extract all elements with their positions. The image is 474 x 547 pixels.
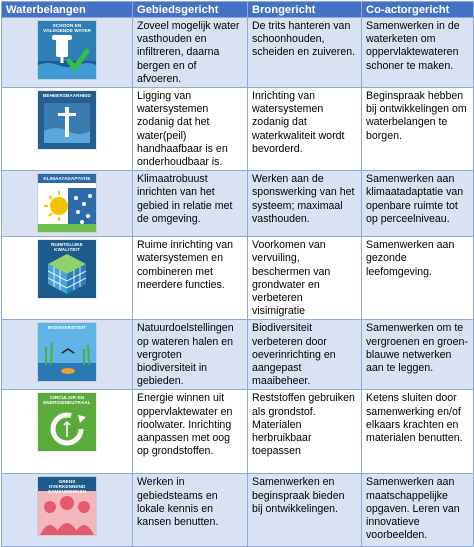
header-waterbelangen: Waterbelangen — [2, 2, 133, 18]
biodiversity-icon: BIODIVERSITEIT — [38, 323, 96, 381]
table-row — [2, 88, 474, 171]
header-brongericht: Brongericht — [248, 2, 362, 18]
table-row — [2, 18, 474, 88]
co-actorgericht-cell: Samenwerken om te vergroenen en groen- blauwe netwerken aan te leggen. — [362, 320, 474, 390]
cross-border-collaboration-icon: GRENS OVERKENNEND SAMENWERKEN — [38, 477, 96, 535]
co-actorgericht-cell: Samenwerken aan klimaatadaptatie van openbare ruimte tot op perceelniveau. — [362, 171, 474, 237]
icon-cell — [2, 320, 133, 390]
gebiedsgericht-cell: Werken in gebiedsteams en lokale kennis en kansen benutten. — [133, 474, 248, 547]
table-row — [2, 237, 474, 320]
header-gebiedsgericht: Gebiedsgericht — [133, 2, 248, 18]
brongericht-cell: Samenwerken en beginspraak bieden bij ontwikkelingen. — [248, 474, 362, 547]
header-co-actorgericht: Co-actorgericht — [362, 2, 474, 18]
manageability-icon: BEHEERSBAARHEID — [38, 91, 96, 149]
co-actorgericht-cell: Samenwerken in de waterketen om oppervlaktewateren schoner te maken. — [362, 18, 474, 88]
gebiedsgericht-cell: Zoveel mogelijk water vasthouden en infiltreren, daarna bergen en of afvoeren. — [133, 18, 248, 88]
brongericht-cell: De trits hanteren van schoonhouden, scheiden en zuiveren. — [248, 18, 362, 88]
table-row — [2, 474, 474, 547]
table-row — [2, 320, 474, 390]
gebiedsgericht-cell: Ruime inrichting van watersystemen en combineren met meerdere functies. — [133, 237, 248, 320]
gebiedsgericht-cell: Ligging van watersystemen zodanig dat het water(peil) handhaafbaar is en onderhoudbaar is. — [133, 88, 248, 171]
gebiedsgericht-cell: Natuurdoelstellingen op wateren halen en vergroten biodiversiteit in gebieden. — [133, 320, 248, 390]
co-actorgericht-cell: Beginspraak hebben bij ontwikkelingen om waterbelangen te borgen. — [362, 88, 474, 171]
co-actorgericht-cell: Samenwerken aan maatschappelijke opgaven. Leren van innovatieve voorbeelden. — [362, 474, 474, 547]
icon-cell — [2, 237, 133, 320]
gebiedsgericht-cell: Klimaatrobuust inrichten van het gebied in relatie met de omgeving. — [133, 171, 248, 237]
circular-energy-icon: CIRCULAIR EN ENERGIENEUTRAAL — [38, 393, 96, 451]
icon-cell — [2, 18, 133, 88]
header-row — [2, 2, 474, 18]
brongericht-cell: Biodiversiteit verbeteren door oeverinrichting en aangepast maaibeheer. — [248, 320, 362, 390]
table-row — [2, 171, 474, 237]
brongericht-cell: Inrichting van watersystemen zodanig dat waterkwaliteit wordt bevorderd. — [248, 88, 362, 171]
brongericht-cell: Reststoffen gebruiken als grondstof. Materialen herbruikbaar toepassen — [248, 390, 362, 474]
icon-cell — [2, 474, 133, 547]
icon-cell — [2, 88, 133, 171]
table-row — [2, 390, 474, 474]
co-actorgericht-cell: Samenwerken aan gezonde leefomgeving. — [362, 237, 474, 320]
icon-cell — [2, 171, 133, 237]
co-actorgericht-cell: Ketens sluiten door samenwerking en/of elkaars krachten en materialen benutten. — [362, 390, 474, 474]
gebiedsgericht-cell: Energie winnen uit oppervlaktewater en rioolwater. Inrichting aanpassen met oog op grondstoffen. — [133, 390, 248, 474]
waterbelangen-table — [1, 1, 474, 547]
climate-adaptation-icon: KLIMAATADAPTATIE — [38, 174, 96, 232]
brongericht-cell: Werken aan de sponswerking van het systeem; maximaal vasthouden. — [248, 171, 362, 237]
spatial-quality-cube-icon: RUIMTELIJKE KWALITEIT — [38, 240, 96, 298]
brongericht-cell: Voorkomen van vervuiling, beschermen van grondwater en verbeteren visimigratie — [248, 237, 362, 320]
water-tap-checkmark-icon: SCHOON EN VOLDOENDE WATER — [38, 21, 96, 79]
icon-cell — [2, 390, 133, 474]
